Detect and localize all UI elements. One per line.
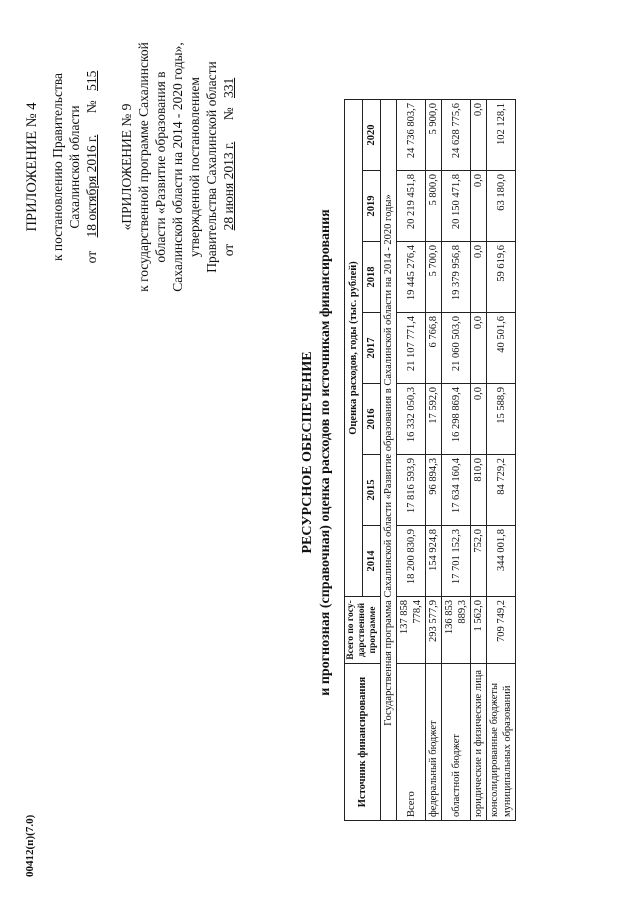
table-row: [471, 100, 487, 821]
row-total: 136 853 889,3: [442, 597, 471, 664]
header-year: 2018: [363, 242, 381, 313]
row-value: 0,0: [471, 171, 487, 242]
row-value: 5 700,0: [426, 242, 442, 313]
appendix-date-line: [83, 17, 100, 317]
row-value: 96 894,3: [426, 455, 442, 526]
row-value: 102 128,1: [487, 100, 516, 171]
header-year: 2014: [363, 526, 381, 597]
row-value: 344 001,8: [487, 526, 516, 597]
row-source: федеральный бюджет: [426, 664, 442, 821]
row-value: 17 701 152,3: [442, 526, 471, 597]
appendix9-line-1: к государственной программе Сахалинской: [136, 42, 151, 292]
program-title: Государственная программа Сахалинской области «Развитие образования в Сахалинской области на 2014 - 2020 годы»: [381, 100, 397, 821]
appendix-number: 515: [84, 70, 99, 91]
row-value: 16 332 050,3: [397, 384, 426, 455]
appendix9-date-line: [220, 17, 237, 317]
header-year: 2016: [363, 384, 381, 455]
row-value: 24 736 803,7: [397, 100, 426, 171]
row-source: консолидированные бюджеты муниципальных образований: [487, 664, 516, 821]
table-row: [487, 100, 516, 821]
appendix-line-1: к постановлению Правительства: [50, 72, 65, 262]
row-value: 5 800,0: [426, 171, 442, 242]
table-row: [442, 100, 471, 821]
row-value: 810,0: [471, 455, 487, 526]
row-source: Всего: [397, 664, 426, 821]
row-value: 21 107 771,4: [397, 313, 426, 384]
appendix9-line-3: Сахалинской области на 2014 - 2020 годы»,: [170, 42, 185, 292]
appendix9-number: 331: [221, 77, 236, 98]
row-value: 752,0: [471, 526, 487, 597]
row-value: 0,0: [471, 242, 487, 313]
row-value: 40 501,6: [487, 313, 516, 384]
header-source: Источник финансирования: [345, 664, 381, 821]
row-value: 19 379 956,8: [442, 242, 471, 313]
header-group: Оценка расходов, годы (тыс. рублей): [345, 100, 363, 597]
appendix-date: 18 октября 2016 г.: [84, 134, 99, 238]
row-source: юридические и физические лица: [471, 664, 487, 821]
row-value: 154 924,8: [426, 526, 442, 597]
row-total: 293 577,9: [426, 597, 442, 664]
appendix9-line-2: области «Развитие образования в: [153, 71, 168, 263]
row-value: 21 060 503,0: [442, 313, 471, 384]
row-value: 5 900,0: [426, 100, 442, 171]
appendix9-date: 28 июня 2013 г.: [221, 141, 236, 231]
program-row: [381, 100, 397, 821]
appendix9-line-5: Правительства Сахалинской области: [204, 61, 219, 273]
row-value: 63 180,0: [487, 171, 516, 242]
number-label: №: [84, 100, 99, 114]
table-header-row: [345, 100, 363, 821]
appendix-line-2: Сахалинской области: [67, 105, 82, 229]
row-total: 1 562,0: [471, 597, 487, 664]
appendix9-line-4: утвержденной постановлением: [187, 77, 202, 257]
row-value: 15 588,9: [487, 384, 516, 455]
row-total: 709 749,2: [487, 597, 516, 664]
row-value: 17 634 160,4: [442, 455, 471, 526]
row-value: 0,0: [471, 100, 487, 171]
row-value: 6 766,8: [426, 313, 442, 384]
row-value: 17 592,0: [426, 384, 442, 455]
document-subtitle: и прогнозная (справочная) оценка расходов по источникам финансирования: [318, 209, 333, 696]
appendix-title: ПРИЛОЖЕНИЕ № 4: [24, 102, 40, 232]
row-value: 19 445 276,4: [397, 242, 426, 313]
table-row: [426, 100, 442, 821]
document-title: РЕСУРСНОЕ ОБЕСПЕЧЕНИЕ: [300, 351, 315, 554]
appendix9-title: «ПРИЛОЖЕНИЕ № 9: [119, 103, 134, 231]
row-total: 137 858 778,4: [397, 597, 426, 664]
appendix-header: [24, 17, 237, 317]
row-value: 84 729,2: [487, 455, 516, 526]
form-code: 00412(п)(7.0): [24, 814, 36, 877]
header-year: 2017: [363, 313, 381, 384]
row-value: 0,0: [471, 384, 487, 455]
table-row: [397, 100, 426, 821]
row-value: 16 298 869,4: [442, 384, 471, 455]
from-label: от: [84, 250, 99, 264]
row-value: 18 200 830,9: [397, 526, 426, 597]
header-year: 2015: [363, 455, 381, 526]
from-label: от: [221, 243, 236, 257]
header-year: 2019: [363, 171, 381, 242]
financing-table: [344, 99, 516, 821]
row-value: 20 219 451,8: [397, 171, 426, 242]
header-year: 2020: [363, 100, 381, 171]
row-value: 20 150 471,8: [442, 171, 471, 242]
row-source: областной бюджет: [442, 664, 471, 821]
header-total: Всего по госу-дарственной программе: [345, 597, 381, 664]
row-value: 59 619,6: [487, 242, 516, 313]
row-value: 0,0: [471, 313, 487, 384]
row-value: 17 816 593,9: [397, 455, 426, 526]
number-label: №: [221, 107, 236, 121]
row-value: 24 628 775,6: [442, 100, 471, 171]
